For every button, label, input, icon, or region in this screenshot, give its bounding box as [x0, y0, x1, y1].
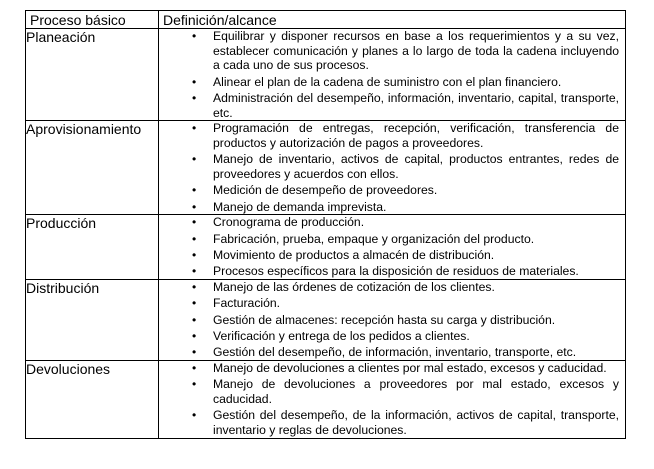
list-item — [192, 231, 619, 247]
list-item-text: Manejo de demanda imprevista. — [213, 199, 387, 214]
bullet-icon: • — [192, 183, 197, 198]
list-item — [192, 183, 619, 198]
table-row — [26, 121, 626, 215]
bullet-icon: • — [192, 231, 197, 246]
bullet-icon: • — [192, 121, 197, 136]
definition-list — [159, 215, 625, 279]
list-item-text: Gestión de almacenes: recepción hasta su carga y distribución. — [213, 312, 556, 327]
bullet-icon: • — [192, 29, 197, 43]
process-definition-cell — [159, 215, 626, 280]
list-item — [192, 345, 619, 360]
list-item — [192, 279, 619, 295]
list-item — [192, 377, 619, 407]
process-definition-cell — [159, 279, 626, 360]
process-definition-cell — [159, 29, 626, 121]
bullet-icon: • — [192, 296, 197, 311]
list-item-text: Manejo de las órdenes de cotización de los clientes. — [213, 279, 495, 294]
list-item — [192, 90, 619, 120]
list-item — [192, 215, 619, 230]
list-item-text: Facturación. — [213, 296, 281, 311]
list-item — [192, 296, 619, 311]
bullet-icon: • — [192, 279, 197, 294]
list-item — [192, 312, 619, 328]
process-name-distribucion: Distribución — [26, 279, 159, 360]
list-item-text: Administración del desempeño, información, inventario, capital, transporte, etc. — [213, 90, 619, 120]
table-header-row — [26, 11, 626, 29]
list-item-text: Fabricación, prueba, empaque y organización del producto. — [213, 231, 535, 246]
bullet-icon: • — [192, 74, 197, 89]
bullet-icon: • — [192, 247, 197, 262]
list-item-text: Verificación y entrega de los pedidos a clientes. — [213, 329, 470, 344]
list-item-text: Manejo de inventario, activos de capital, productos entrantes, redes de proveedores y acuerdos con ellos. — [213, 152, 619, 181]
list-item — [192, 121, 619, 150]
list-item-text: Alinear el plan de la cadena de suministro con el plan financiero. — [213, 74, 562, 89]
process-definition-cell — [159, 121, 626, 215]
list-item — [192, 152, 619, 181]
table-row — [26, 29, 626, 121]
bullet-icon: • — [192, 215, 197, 230]
process-definition-cell — [159, 361, 626, 439]
list-item-text: Movimiento de productos a almacén de distribución. — [213, 247, 495, 262]
bullet-icon: • — [192, 152, 197, 167]
bullet-icon: • — [192, 377, 197, 392]
table-row — [26, 279, 626, 360]
definition-list — [159, 280, 625, 360]
bullet-icon: • — [192, 264, 197, 279]
list-item — [192, 199, 619, 215]
table-row — [26, 215, 626, 280]
bullet-icon: • — [192, 329, 197, 344]
list-item-text: Cronograma de producción. — [213, 215, 365, 230]
list-item-text: Gestión del desempeño, de información, inventario, transporte, etc. — [213, 345, 577, 360]
process-name-aprovisionamiento: Aprovisionamiento — [26, 121, 159, 215]
bullet-icon: • — [192, 199, 197, 214]
definition-list — [159, 361, 625, 438]
list-item — [192, 408, 619, 437]
bullet-icon: • — [192, 312, 197, 327]
definition-list — [159, 29, 625, 120]
bullet-icon: • — [192, 90, 197, 105]
definition-list — [159, 121, 625, 214]
list-item — [192, 74, 619, 90]
list-item — [192, 29, 619, 73]
process-name-produccion: Producción — [26, 215, 159, 280]
header-proceso-basico: Proceso básico — [26, 11, 159, 29]
header-definicion-alcance: Definición/alcance — [159, 11, 626, 29]
process-name-planeacion: Planeación — [26, 29, 159, 121]
bullet-icon: • — [192, 345, 197, 360]
list-item-text: Programación de entregas, recepción, verificación, transferencia de productos y autorización de pagos a proveedores. — [213, 121, 619, 150]
list-item — [192, 247, 619, 263]
list-item-text: Equilibrar y disponer recursos en base a los requerimientos y a su vez, establecer comunicación y planes a lo largo de toda la cadena incluyendo a cada uno de sus procesos. — [213, 29, 619, 73]
supply-chain-process-table — [25, 10, 626, 439]
list-item-text: Procesos específicos para la disposición de residuos de materiales. — [213, 264, 579, 279]
list-item-text: Medición de desempeño de proveedores. — [213, 183, 438, 198]
process-name-devoluciones: Devoluciones — [26, 361, 159, 439]
list-item — [192, 264, 619, 279]
bullet-icon: • — [192, 361, 197, 376]
list-item-text: Manejo de devoluciones a clientes por mal estado, excesos y caducidad. — [213, 361, 607, 376]
list-item — [192, 361, 619, 376]
list-item — [192, 329, 619, 344]
list-item-text: Gestión del desempeño, de la información, activos de capital, transporte, inventario y reglas de devoluciones. — [213, 408, 619, 437]
table-row — [26, 361, 626, 439]
list-item-text: Manejo de devoluciones a proveedores por mal estado, excesos y caducidad. — [213, 377, 619, 407]
bullet-icon: • — [192, 408, 197, 423]
